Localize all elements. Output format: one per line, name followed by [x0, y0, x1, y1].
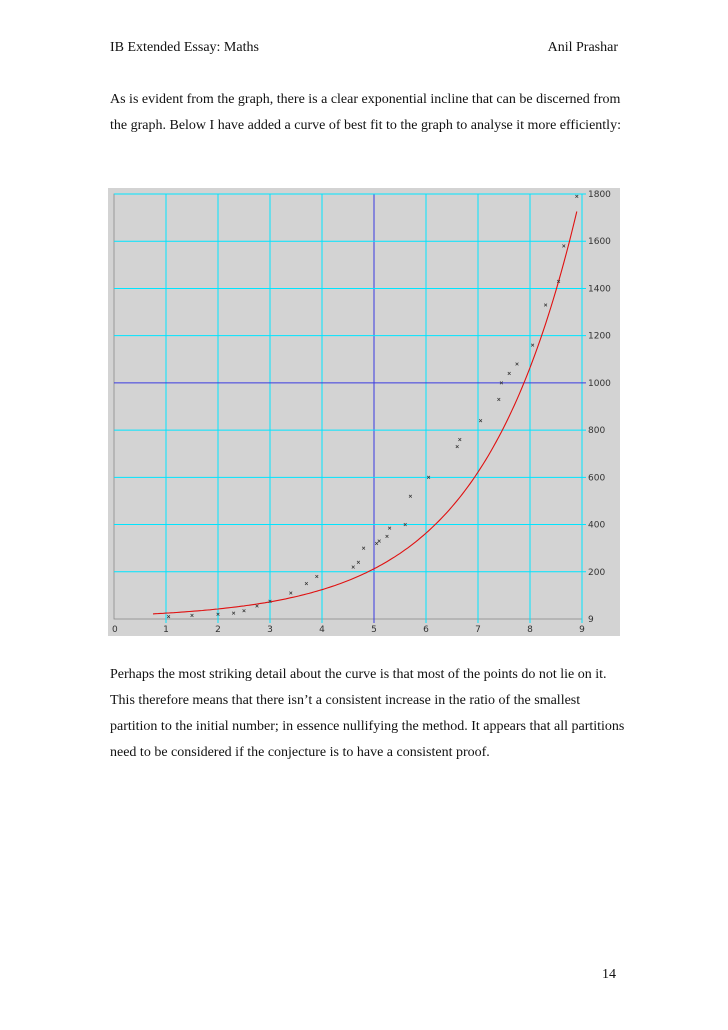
x-tick-label: 1: [163, 625, 169, 635]
y-tick-label: 1600: [588, 237, 611, 248]
x-tick-label: 2: [215, 625, 221, 635]
x-tick-label: 8: [527, 625, 533, 635]
x-tick-label: 6: [423, 625, 429, 635]
y-tick-label: 800: [588, 426, 606, 437]
y-tick-label: 400: [588, 520, 606, 531]
chart-background: [108, 188, 620, 636]
paragraph-intro: As is evident from the graph, there is a clear exponential incline that can be discerned from the graph. Below I have added a curve of best fit to the graph to analyse it more efficiently:: [110, 92, 621, 133]
x-tick-label: 9: [579, 625, 585, 635]
x-tick-label: 7: [475, 625, 481, 635]
page-number: 14: [602, 967, 616, 982]
x-tick-label: 0: [112, 625, 118, 635]
header-title: IB Extended Essay: Maths: [110, 40, 259, 55]
exponential-scatter-chart: [108, 188, 620, 636]
y-tick-label: 600: [588, 473, 606, 484]
paragraph-analysis: Perhaps the most striking detail about the curve is that most of the points do not lie on it. This therefore means that there isn’t a consistent increase in the ratio of the smallest partition to the initial number; in essence nullifying the method. It appears that all partitions need to be considered if the conjecture is to have a consistent proof.: [110, 667, 625, 760]
y-tick-label: 1200: [588, 331, 611, 342]
y-tick-label: 1000: [588, 378, 611, 389]
x-tick-label: 4: [319, 625, 325, 635]
header-author: Anil Prashar: [547, 40, 618, 55]
x-tick-label: 5: [371, 625, 377, 635]
y-tick-label: 1400: [588, 284, 611, 295]
y-tick-label: 9: [588, 615, 594, 625]
y-tick-label: 1800: [588, 190, 611, 200]
y-tick-label: 200: [588, 567, 606, 578]
x-tick-label: 3: [267, 625, 273, 635]
